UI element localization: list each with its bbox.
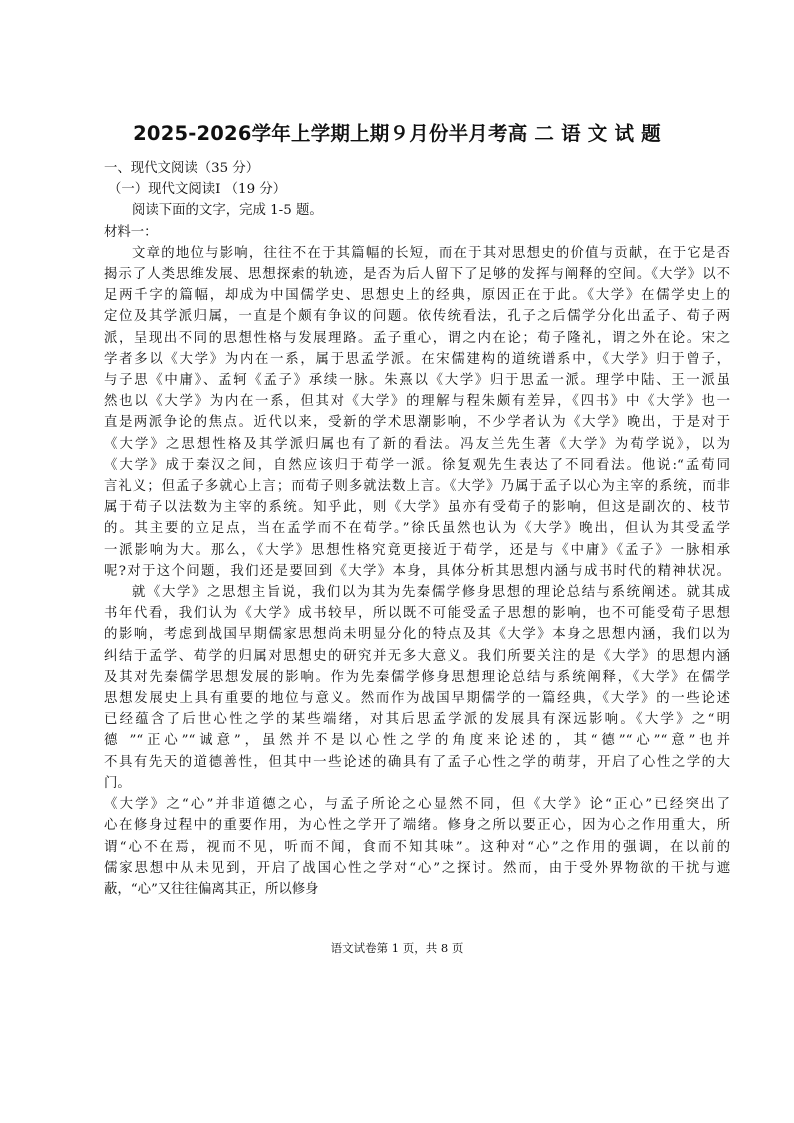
exam-title: 2025-2026学年上学期上期９月份半月考高 二 语 文 试 题 (133, 122, 661, 145)
section-subheading: （一）现代文阅读Ⅰ （19 分） (108, 182, 287, 198)
text-line: 直是两派争论的焦点。近代以来，受新的学术思潮影响，不少学者认为《大学》晚出，于是对于 (104, 415, 730, 431)
text-line: 《大学》之“心”并非道德之心，与孟子所论之心显然不同，但《大学》论“正心”已经突出了 (104, 797, 730, 813)
text-line: 已经蕴含了后世心性之学的某些端绪，对其后思孟学派的发展具有深远影响。《大学》之“明 (104, 712, 730, 728)
material-label: 材料一： (104, 224, 158, 240)
text-line: 属于荀子以法数为主宰的系统。知乎此，则《大学》虽亦有受荀子的影响，但这是副次的、枝节 (104, 500, 730, 516)
page-footer: 语文试卷第 1 页，共 8 页 (330, 941, 464, 955)
text-line: 书年代看，我们认为《大学》成书较早，所以既不可能受孟子思想的影响，也不可能受荀子思想 (104, 606, 730, 622)
text-line: 的。其主要的立足点，当在孟学而不在荀学。”徐氏虽然也认为《大学》晚出，但认为其受孟学 (104, 521, 730, 537)
text-line: 谓“心不在焉，视而不见，听而不闻，食而不知其味”。这种对“心”之作用的强调，在以前的 (104, 839, 730, 855)
text-line: 不具有先天的道德善性，但其中一些论述的确具有了孟子心性之学的萌芽，开启了心性之学的大 (104, 754, 730, 770)
text-line: 及其对先秦儒学思想发展的影响。作为先秦儒学修身思想理论总结与系统阐释，《大学》在儒学 (104, 669, 730, 685)
text-line: 揭示了人类思维发展、思想探索的轨迹，是否为后人留下了足够的发挥与阐释的空间。《大学》以不 (104, 267, 730, 283)
text-line: 然也以《大学》为内在一系，但其对《大学》的理解与程朱颇有差异，《四书》中《大学》也一 (104, 394, 730, 410)
reading-body (104, 158, 730, 900)
text-line: 儒家思想中从未见到，开启了战国心性之学对“心”之探讨。然而，由于受外界物欲的干扰与遮 (104, 860, 730, 876)
text-line: 定位及其学派归属，一直是个颇有争议的问题。依传统看法，孔子之后儒学分化出孟子、荀子两 (104, 309, 730, 325)
text-line: 文章的地位与影响，往往不在于其篇幅的长短，而在于其对思想史的价值与贡献，在于它是否 (132, 245, 730, 261)
text-line: 呢?对于这个问题，我们还是要回到《大学》本身，具体分析其思想内涵与成书时代的精神状况。 (104, 563, 730, 579)
text-line: 《大学》成于秦汉之间，自然应该归于荀学一派。徐复观先生表达了不同看法。他说:“孟荀同 (104, 457, 730, 473)
text-line: 心在修身过程中的重要作用，为心性之学开了端绪。修身之所以要正心，因为心之作用重大，所 (104, 818, 730, 834)
text-line: 派，呈现出不同的思想性格与发展理路。孟子重心，谓之内在论；荀子隆礼，谓之外在论。宋之 (104, 330, 730, 346)
text-line: 思想发展史上具有重要的地位与意义。然而作为战国早期儒学的一篇经典，《大学》的一些论述 (104, 691, 730, 707)
text-line: 《大学》之思想性格及其学派归属也有了新的看法。冯友兰先生著《大学》为荀学说》，以为 (104, 436, 730, 452)
text-line: 德 ”“正心”“诚意”，虽然并不是以心性之学的角度来论述的，其“德”“心”“意”也并 (104, 733, 730, 749)
text-line: 与子思《中庸》、孟轲《孟子》承续一脉。朱熹以《大学》归于思孟一派。理学中陆、王一派虽 (104, 373, 730, 389)
text-line: 足两千字的篇幅，却成为中国儒学史、思想史上的经典，原因正在于此。《大学》在儒学史上的 (104, 288, 730, 304)
text-line: 纠结于孟学、荀学的归属对思想史的研究并无多大意义。我们所要关注的是《大学》的思想内涵 (104, 648, 730, 664)
instruction-text: 阅读下面的文字，完成 1-5 题。 (132, 203, 323, 219)
text-line: 的影响，考虑到战国早期儒家思想尚未明显分化的特点及其《大学》本身之思想内涵，我们以为 (104, 627, 730, 643)
text-line: 言礼义；但孟子多就心上言；而荀子则多就法数上言。《大学》乃属于孟子以心为主宰的系统，而非 (104, 479, 730, 495)
section-heading: 一、现代文阅读（35 分） (104, 161, 260, 176)
text-line: 蔽，“心”又往往偏离其正，所以修身 (104, 881, 319, 897)
text-line: 就《大学》之思想主旨说，我们以为其为先秦儒学修身思想的理论总结与系统阐述。就其成 (132, 585, 730, 601)
text-line: 一派影响为大。那么，《大学》思想性格究竟更接近于荀学，还是与《中庸》《孟子》一脉相承 (104, 542, 730, 558)
text-line: 学者多以《大学》为内在一系，属于思孟学派。在宋儒建构的道统谱系中，《大学》归于曾子， (104, 351, 730, 367)
text-line: 门。 (104, 775, 131, 791)
